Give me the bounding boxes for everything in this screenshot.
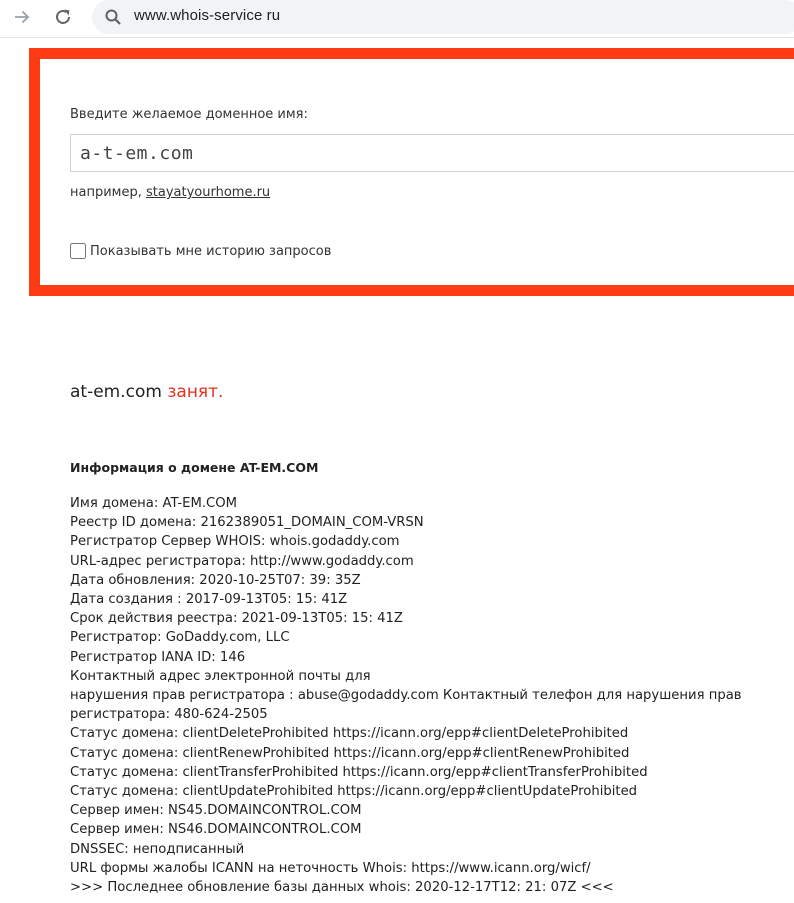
search-icon xyxy=(104,8,122,26)
result-heading xyxy=(70,382,223,402)
whois-line: Имя домена: AT-EM.COM xyxy=(70,496,237,511)
result-status: занят. xyxy=(167,382,224,402)
whois-line: DNSSEC: неподписанный xyxy=(70,841,245,857)
domain-search-form xyxy=(29,48,794,296)
whois-line: Регистратор IANA ID: 146 xyxy=(70,649,246,665)
browser-toolbar xyxy=(0,0,794,38)
whois-line: нарушения прав регистратора : abuse@godaddy.com Контактный телефон для нарушения прав xyxy=(70,688,742,704)
reload-icon xyxy=(53,7,73,27)
whois-line: Сервер имен: NS45.DOMAINCONTROL.COM xyxy=(70,803,362,819)
example-text xyxy=(70,185,270,200)
whois-line: URL-адрес регистратора: http://www.godaddy.com xyxy=(70,553,414,569)
whois-line: URL формы жалобы ICANN на неточность Whois: https://www.icann.org/wicf/ xyxy=(70,860,591,876)
address-url[interactable]: www.whois-service ru xyxy=(134,7,281,24)
domain-input-label: Введите желаемое доменное имя: xyxy=(70,107,308,122)
whois-line: Сервер имен: NS46.DOMAINCONTROL.COM xyxy=(70,822,362,838)
whois-line: >>> Последнее обновление базы данных whois: 2020-12-17T12: 21: 07Z <<< xyxy=(70,880,614,896)
whois-line: Регистратор Сервер WHOIS: whois.godaddy.com xyxy=(70,534,400,550)
address-bar[interactable] xyxy=(92,0,794,34)
whois-line: Реестр ID домена: 2162389051_DOMAIN_COM-VRSN xyxy=(70,515,424,531)
whois-line: Статус домена: clientRenewProhibited https://icann.org/epp#clientRenewProhibited xyxy=(70,745,630,761)
whois-line: Срок действия реестра: 2021-09-13T05: 15: 41Z xyxy=(70,611,403,627)
reload-button[interactable] xyxy=(49,4,77,30)
whois-line: Регистратор: GoDaddy.com, LLC xyxy=(70,630,290,646)
arrow-right-icon xyxy=(13,8,31,26)
history-label: Показывать мне историю запросов xyxy=(90,243,332,259)
forward-button[interactable] xyxy=(8,4,36,30)
whois-line: регистратора: 480-624-2505 xyxy=(70,707,268,723)
whois-line: Дата создания : 2017-09-13T05: 15: 41Z xyxy=(70,592,348,608)
domain-input[interactable] xyxy=(70,134,794,172)
whois-line: Статус домена: clientDeleteProhibited https://icann.org/epp#clientDeleteProhibited xyxy=(70,726,629,742)
example-prefix: например, xyxy=(70,185,142,200)
info-title: Информация о домене AT-EM.COM xyxy=(70,460,319,475)
whois-line: Контактный адрес электронной почты для xyxy=(70,668,371,684)
example-link[interactable]: stayatyourhome.ru xyxy=(146,185,271,200)
history-checkbox[interactable] xyxy=(70,243,86,259)
history-toggle[interactable] xyxy=(70,243,331,259)
whois-info-list xyxy=(70,494,790,897)
whois-line: Статус домена: clientTransferProhibited https://icann.org/epp#clientTransferProhibited xyxy=(70,764,648,780)
whois-line: Дата обновления: 2020-10-25T07: 39: 35Z xyxy=(70,572,361,588)
result-domain: at-em.com xyxy=(70,382,162,402)
whois-line: Статус домена: clientUpdateProhibited https://icann.org/epp#clientUpdateProhibited xyxy=(70,784,638,800)
